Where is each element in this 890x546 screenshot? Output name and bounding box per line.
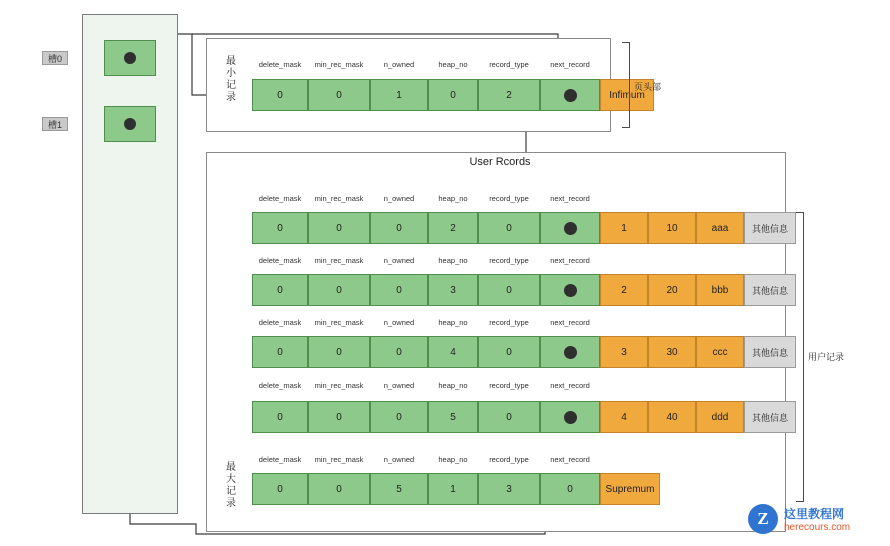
cell-n-owned: 0: [370, 212, 428, 244]
header-n-owned: n_owned: [383, 455, 415, 464]
header-n-owned: n_owned: [383, 318, 415, 327]
header-min-rec-mask: min_rec_mask: [314, 381, 364, 390]
directory-slot-0[interactable]: [104, 40, 156, 76]
header-n-owned: n_owned: [383, 194, 415, 203]
cell-col2: 30: [648, 336, 696, 368]
header-n-owned: n_owned: [383, 60, 415, 69]
header-heap-no: heap_no: [438, 194, 468, 203]
cell-next-record: [540, 336, 600, 368]
cell-heap-no: 5: [428, 401, 478, 433]
user-record-row-1: [252, 212, 796, 244]
cell-n-owned: 0: [370, 401, 428, 433]
cell-min-rec-mask: 0: [308, 473, 370, 505]
top-brace: [622, 42, 630, 128]
cell-col1: 1: [600, 212, 648, 244]
cell-col1: 2: [600, 274, 648, 306]
header-next-record: next_record: [550, 60, 590, 69]
cell-next-record: 0: [540, 473, 600, 505]
cell-min-rec-mask: 0: [308, 212, 370, 244]
cell-delete-mask: 0: [252, 212, 308, 244]
supremum-headers: [252, 455, 600, 464]
next-record-pointer-dot: [564, 411, 577, 424]
header-next-record: next_record: [550, 318, 590, 327]
header-delete-mask: delete_mask: [258, 194, 302, 203]
cell-heap-no: 0: [428, 79, 478, 111]
cell-record-type: 0: [478, 336, 540, 368]
user-record-row-2: [252, 274, 796, 306]
cell-next-record: [540, 274, 600, 306]
next-record-pointer-dot: [564, 89, 577, 102]
supremum-record-row: [252, 473, 660, 505]
user-record-row-4: [252, 401, 796, 433]
cell-heap-no: 4: [428, 336, 478, 368]
user-row-1-headers: [252, 194, 600, 203]
header-delete-mask: delete_mask: [258, 256, 302, 265]
header-next-record: next_record: [550, 256, 590, 265]
cell-next-record: [540, 212, 600, 244]
cell-col2: 10: [648, 212, 696, 244]
slot-tag-0: 槽0: [42, 51, 68, 65]
user-record-row-3: [252, 336, 796, 368]
bottom-brace: [796, 212, 804, 502]
user-row-3-headers: [252, 318, 600, 327]
header-min-rec-mask: min_rec_mask: [314, 60, 364, 69]
cell-supremum-name: Supremum: [600, 473, 660, 505]
top-brace-label: 页头部: [634, 82, 662, 92]
cell-n-owned: 5: [370, 473, 428, 505]
supremum-vertical-label: 最大记录: [226, 462, 236, 509]
header-min-rec-mask: min_rec_mask: [314, 256, 364, 265]
header-record-type: record_type: [489, 318, 529, 327]
cell-n-owned: 1: [370, 79, 428, 111]
header-delete-mask: delete_mask: [258, 318, 302, 327]
user-row-2-headers: [252, 256, 600, 265]
slot-pointer-dot: [124, 52, 136, 64]
header-next-record: next_record: [550, 381, 590, 390]
next-record-pointer-dot: [564, 284, 577, 297]
cell-min-rec-mask: 0: [308, 79, 370, 111]
user-records-title: User Rcords: [469, 156, 531, 168]
cell-record-type: 0: [478, 274, 540, 306]
cell-n-owned: 0: [370, 274, 428, 306]
header-record-type: record_type: [489, 256, 529, 265]
cell-col1: 3: [600, 336, 648, 368]
header-min-rec-mask: min_rec_mask: [314, 455, 364, 464]
infimum-record-row: [252, 79, 654, 111]
cell-extra-info: 其他信息: [744, 401, 796, 433]
directory-slot-1[interactable]: [104, 106, 156, 142]
cell-extra-info: 其他信息: [744, 336, 796, 368]
cell-record-type: 3: [478, 473, 540, 505]
watermark-site-name: 这里教程网: [784, 507, 845, 521]
cell-next-record: [540, 401, 600, 433]
page-directory-column: [82, 14, 178, 514]
infimum-vertical-label: 最小记录: [226, 56, 236, 103]
cell-heap-no: 3: [428, 274, 478, 306]
header-delete-mask: delete_mask: [258, 381, 302, 390]
cell-col3: aaa: [696, 212, 744, 244]
header-heap-no: heap_no: [438, 455, 468, 464]
cell-infimum-name: Infimum: [600, 79, 654, 111]
header-min-rec-mask: min_rec_mask: [314, 194, 364, 203]
next-record-pointer-dot: [564, 222, 577, 235]
header-min-rec-mask: min_rec_mask: [314, 318, 364, 327]
cell-extra-info: 其他信息: [744, 212, 796, 244]
cell-delete-mask: 0: [252, 401, 308, 433]
cell-record-type: 0: [478, 212, 540, 244]
cell-record-type: 0: [478, 401, 540, 433]
user-row-4-headers: [252, 381, 600, 390]
cell-n-owned: 0: [370, 336, 428, 368]
cell-delete-mask: 0: [252, 79, 308, 111]
header-heap-no: heap_no: [438, 60, 468, 69]
header-n-owned: n_owned: [383, 381, 415, 390]
cell-delete-mask: 0: [252, 274, 308, 306]
bottom-brace-label: 用户记录: [808, 352, 845, 362]
header-record-type: record_type: [489, 381, 529, 390]
cell-heap-no: 1: [428, 473, 478, 505]
slot-tag-1: 槽1: [42, 117, 68, 131]
cell-min-rec-mask: 0: [308, 274, 370, 306]
watermark: [748, 504, 850, 534]
cell-delete-mask: 0: [252, 336, 308, 368]
watermark-logo-icon: Z: [748, 504, 778, 534]
cell-extra-info: 其他信息: [744, 274, 796, 306]
header-record-type: record_type: [489, 60, 529, 69]
header-next-record: next_record: [550, 194, 590, 203]
cell-col2: 40: [648, 401, 696, 433]
header-heap-no: heap_no: [438, 318, 468, 327]
header-record-type: record_type: [489, 455, 529, 464]
header-record-type: record_type: [489, 194, 529, 203]
header-delete-mask: delete_mask: [258, 455, 302, 464]
next-record-pointer-dot: [564, 346, 577, 359]
cell-record-type: 2: [478, 79, 540, 111]
watermark-site-url: herecours.com: [784, 522, 851, 533]
header-delete-mask: delete_mask: [258, 60, 302, 69]
header-n-owned: n_owned: [383, 256, 415, 265]
header-heap-no: heap_no: [438, 381, 468, 390]
header-heap-no: heap_no: [438, 256, 468, 265]
cell-delete-mask: 0: [252, 473, 308, 505]
cell-col3: ccc: [696, 336, 744, 368]
infimum-header-row: [252, 60, 600, 69]
cell-col3: ddd: [696, 401, 744, 433]
cell-next-record: [540, 79, 600, 111]
cell-heap-no: 2: [428, 212, 478, 244]
header-next-record: next_record: [550, 455, 590, 464]
cell-col2: 20: [648, 274, 696, 306]
slot-pointer-dot: [124, 118, 136, 130]
cell-min-rec-mask: 0: [308, 336, 370, 368]
cell-col1: 4: [600, 401, 648, 433]
cell-min-rec-mask: 0: [308, 401, 370, 433]
cell-col3: bbb: [696, 274, 744, 306]
